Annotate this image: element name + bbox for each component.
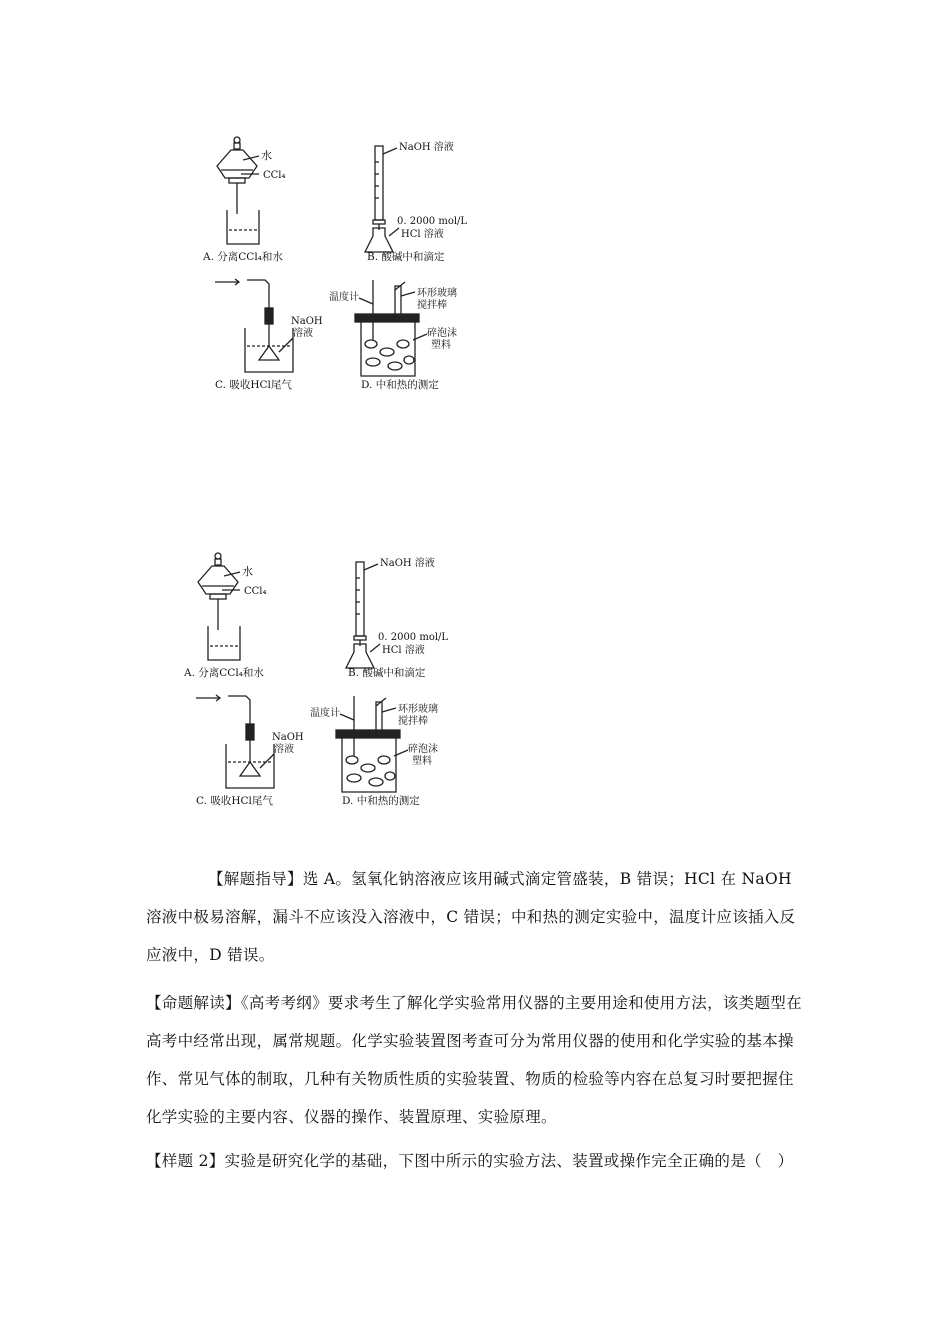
label-stirrer-2: 搅拌棒 <box>417 300 447 311</box>
burette-icon <box>346 562 380 668</box>
label-hcl-conc: 0. 2000 mol/L <box>378 632 449 643</box>
gas-absorption-icon <box>196 695 274 788</box>
apparatus-figure-top <box>195 132 495 394</box>
apparatus-figure-bottom <box>176 548 476 810</box>
label-naoh-c-2: 溶液 <box>274 744 294 755</box>
caption-d: D. 中和热的测定 <box>342 795 420 807</box>
label-ccl4: CCl₄ <box>244 586 267 597</box>
label-hcl-conc: 0. 2000 mol/L <box>397 216 468 227</box>
label-ccl4: CCl₄ <box>263 170 286 181</box>
solution-guide-tag: 【解题指导】 <box>208 870 303 888</box>
separatory-funnel-icon <box>217 137 259 244</box>
caption-c: C. 吸收HCl尾气 <box>215 379 292 391</box>
label-naoh-c-2: 溶液 <box>293 328 313 339</box>
label-stirrer-1: 环形玻璃 <box>417 288 457 299</box>
label-naoh-solution: NaOH 溶液 <box>399 142 454 153</box>
label-water: 水 <box>261 149 272 162</box>
proposition-tag: 【命题解读】 <box>146 994 241 1012</box>
caption-b: B. 酸碱中和滴定 <box>348 667 426 679</box>
label-foam-1: 碎泡沫 <box>427 328 457 339</box>
label-naoh-c-1: NaOH <box>272 732 304 743</box>
label-hcl-solution: HCl 溶液 <box>401 229 444 240</box>
burette-icon <box>365 146 399 252</box>
caption-c: C. 吸收HCl尾气 <box>196 795 273 807</box>
caption-a: A. 分离CCl₄和水 <box>184 667 264 679</box>
label-water: 水 <box>242 565 253 578</box>
label-foam-2: 塑料 <box>431 340 451 351</box>
label-thermometer: 温度计 <box>310 708 340 719</box>
sample-question-paragraph <box>146 1142 806 1180</box>
caption-d: D. 中和热的测定 <box>361 379 439 391</box>
sample-question-body: 实验是研究化学的基础，下图中所示的实验方法、装置或操作完全正确的是（ ） <box>224 1152 794 1170</box>
label-foam-2: 塑料 <box>412 756 432 767</box>
proposition-body: 《高考考纲》要求考生了解化学实验常用仪器的主要用途和使用方法，该类题型在高考中经常出现，属常规题。化学实验装置图考查可分为常用仪器的使用和化学实验的基本操作、常见气体的制取，几种有关物质性质的实验装置、物质的检验等内容在总复习时要把握住化学实验的主要内容、仪器的操作、装置原理、实验原理。 <box>146 994 802 1126</box>
label-naoh-c-1: NaOH <box>291 316 323 327</box>
solution-guide-body: 选 A。氢氧化钠溶液应该用碱式滴定管盛装，B 错误；HCl 在 NaOH 溶液中极易溶解，漏斗不应该没入溶液中，C 错误；中和热的测定实验中，温度计应该插入反应液中，D 错误。 <box>146 870 796 964</box>
caption-a: A. 分离CCl₄和水 <box>203 251 283 263</box>
separatory-funnel-icon <box>198 553 240 660</box>
label-hcl-solution: HCl 溶液 <box>382 645 425 656</box>
proposition-paragraph <box>146 984 806 1136</box>
solution-guide-paragraph <box>146 860 806 974</box>
label-naoh-solution: NaOH 溶液 <box>380 558 435 569</box>
gas-absorption-icon <box>215 279 293 372</box>
label-stirrer-2: 搅拌棒 <box>398 716 428 727</box>
caption-b: B. 酸碱中和滴定 <box>367 251 445 263</box>
label-stirrer-1: 环形玻璃 <box>398 704 438 715</box>
label-foam-1: 碎泡沫 <box>408 744 438 755</box>
label-thermometer: 温度计 <box>329 292 359 303</box>
sample-question-tag: 【样题 2】 <box>146 1152 225 1170</box>
